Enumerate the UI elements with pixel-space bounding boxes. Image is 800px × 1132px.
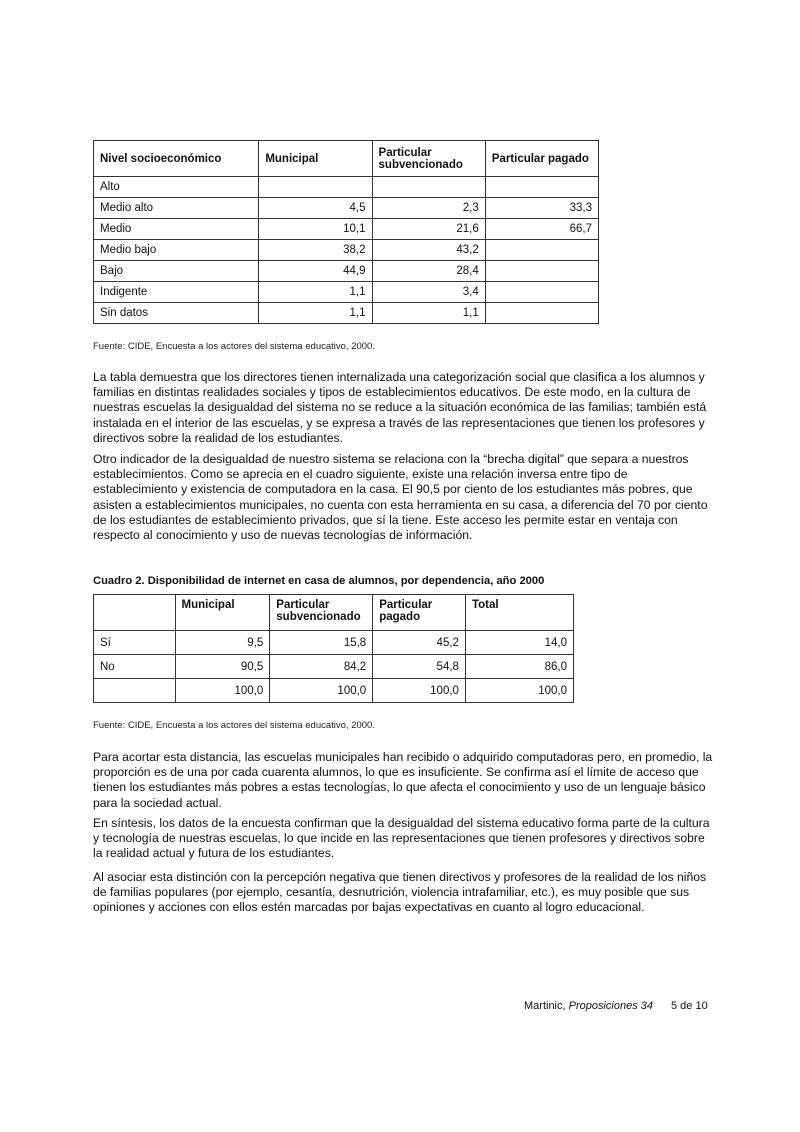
- value-cell: 100,0: [175, 679, 270, 703]
- table-row: [94, 198, 599, 219]
- value-cell: 1,1: [259, 282, 372, 303]
- paragraph: Al asociar esta distinción con la percepción negativa que tienen directivos y profesores de la realidad de los niños de familias populares (por ejemplo, cesantía, desnutrición, violencia intrafamiliar, etc.), es muy posible que sus opiniones y acciones con ellos estén marcadas por bajas expectativas en cuanto al logro educacional.: [93, 870, 707, 915]
- table-row: [94, 177, 599, 198]
- footer-author: Martinic,: [524, 1000, 569, 1012]
- value-cell: 9,5: [175, 631, 270, 655]
- value-cell: 100,0: [270, 679, 373, 703]
- header-cell: Particular subvencionado: [372, 141, 485, 177]
- paragraph: En síntesis, los datos de la encuesta confirman que la desigualdad del sistema educativo forma parte de la cultura y tecnología de nuestras escuelas, lo que incide en las representaciones que tienen profesores y directivos sobre la realidad actual y futura de los estudiantes.: [93, 816, 710, 861]
- footer-citation: [524, 1000, 653, 1012]
- paragraph: La tabla demuestra que los directores tienen internalizada una categorización social que clasifica a los alumnos y familias en distintas realidades sociales y tipos de establecimientos educativos. De este modo, en la cultura de nuestras escuelas la desigualdad del sistema no se reduce a la situación económica de las familias; también está instalada en el interior de las escuelas, y se expresa a través de las representaciones que tienen los profesores y directivos sobre la realidad de los estudiantes.: [93, 370, 707, 445]
- value-cell: 28,4: [372, 261, 485, 282]
- value-cell: 4,5: [259, 198, 372, 219]
- value-cell: 14,0: [465, 631, 573, 655]
- value-cell: 66,7: [485, 219, 598, 240]
- value-cell: 10,1: [259, 219, 372, 240]
- value-cell: [485, 240, 598, 261]
- table2-source: Fuente: CIDE, Encuesta a los actores del sistema educativo, 2000.: [93, 720, 375, 731]
- value-cell: 43,2: [372, 240, 485, 261]
- table-row: [94, 240, 599, 261]
- table-row: [94, 261, 599, 282]
- row-label-cell: No: [94, 655, 176, 679]
- table-row: [94, 219, 599, 240]
- paragraph: Para acortar esta distancia, las escuelas municipales han recibido o adquirido computadoras pero, en promedio, la proporción es de una por cada cuarenta alumnos, lo que es insuficiente. Se confirma así el límite de acceso que tienen los estudiantes más pobres a estas tecnologías, lo que afecta el conocimiento y uso de un lenguaje básico para la sociedad actual.: [93, 750, 713, 810]
- value-cell: [485, 282, 598, 303]
- paragraph: Otro indicador de la desigualdad de nuestro sistema se relaciona con la “brecha digital” que separa a nuestros establecimientos. Como se aprecia en el cuadro siguiente, existe una relación inversa entre tipo de establecimiento y existencia de computadora en la casa. El 90,5 por ciento de los estudiantes más pobres, que asisten a establecimientos municipales, no cuenta con esta herramienta en su casa, a diferencia del 70 por ciento de los estudiantes de establecimiento privados, que sí la tiene. Este acceso les permite estar en ventaja con respecto al conocimiento y uso de nuevas tecnologías de información.: [93, 452, 708, 543]
- page-number: 5 de 10: [671, 1000, 708, 1012]
- value-cell: 84,2: [270, 655, 373, 679]
- value-cell: 15,8: [270, 631, 373, 655]
- row-label-cell: Sí: [94, 631, 176, 655]
- value-cell: 54,8: [373, 655, 466, 679]
- table-row: [94, 679, 574, 703]
- table-header-row: [94, 141, 599, 177]
- table-row: [94, 631, 574, 655]
- value-cell: [485, 177, 598, 198]
- socioeconomic-table: [93, 140, 599, 324]
- value-cell: 33,3: [485, 198, 598, 219]
- row-label-cell: Indigente: [94, 282, 259, 303]
- table-row: [94, 303, 599, 324]
- header-cell: Nivel socioeconómico: [94, 141, 259, 177]
- row-label-cell: Medio alto: [94, 198, 259, 219]
- row-label-cell: Bajo: [94, 261, 259, 282]
- table2-caption: Cuadro 2. Disponibilidad de internet en casa de alumnos, por dependencia, año 2000: [93, 575, 545, 587]
- row-label-cell: Sin datos: [94, 303, 259, 324]
- row-label-cell: [94, 679, 176, 703]
- value-cell: [485, 261, 598, 282]
- value-cell: 45,2: [373, 631, 466, 655]
- header-cell: [94, 595, 176, 631]
- internet-availability-table: [93, 594, 574, 703]
- value-cell: 21,6: [372, 219, 485, 240]
- table1-source: Fuente: CIDE, Encuesta a los actores del sistema educativo, 2000.: [93, 341, 375, 352]
- value-cell: [259, 177, 372, 198]
- footer-journal: Proposiciones 34: [568, 1000, 654, 1012]
- header-cell: Particular pagado: [485, 141, 598, 177]
- table-row: [94, 282, 599, 303]
- table-row: [94, 655, 574, 679]
- row-label-cell: Medio bajo: [94, 240, 259, 261]
- value-cell: [372, 177, 485, 198]
- value-cell: 90,5: [175, 655, 270, 679]
- header-cell: Particular subvencionado: [270, 595, 373, 631]
- row-label-cell: Alto: [94, 177, 259, 198]
- row-label-cell: Medio: [94, 219, 259, 240]
- header-cell: Total: [465, 595, 573, 631]
- table-header-row: [94, 595, 574, 631]
- value-cell: 1,1: [372, 303, 485, 324]
- value-cell: 38,2: [259, 240, 372, 261]
- value-cell: 100,0: [373, 679, 466, 703]
- value-cell: 2,3: [372, 198, 485, 219]
- header-cell: Municipal: [259, 141, 372, 177]
- value-cell: 3,4: [372, 282, 485, 303]
- value-cell: 86,0: [465, 655, 573, 679]
- header-cell: Municipal: [175, 595, 270, 631]
- header-cell: Particular pagado: [373, 595, 466, 631]
- value-cell: 1,1: [259, 303, 372, 324]
- value-cell: 44,9: [259, 261, 372, 282]
- value-cell: [485, 303, 598, 324]
- value-cell: 100,0: [465, 679, 573, 703]
